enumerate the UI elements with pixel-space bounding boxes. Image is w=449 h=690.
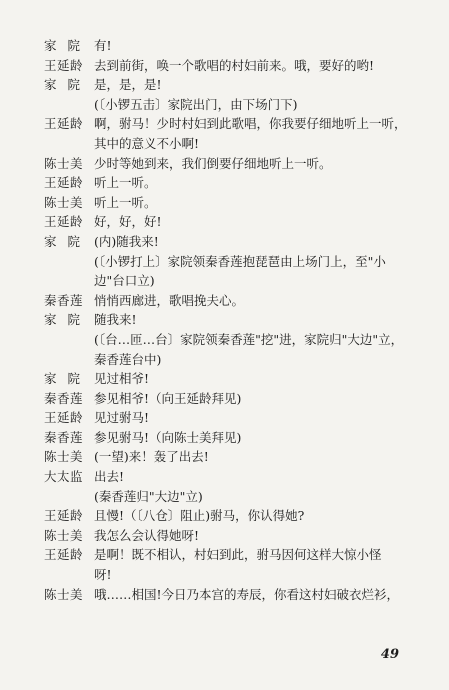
stage-direction-text: (秦香莲归"大边"立) [94, 488, 203, 504]
speech-text: 去到前街，唤一个歌唱的村妇前来。哦，要好的哟! [94, 57, 375, 73]
dialogue-line [44, 447, 421, 467]
speaker-name: 陈士美 [44, 527, 84, 543]
speech-text: 参见驸马!（向陈士美拜见) [94, 429, 242, 445]
speaker-name: 秦香莲 [44, 292, 84, 308]
speech-text: 有! [94, 38, 112, 53]
speech-text: 且慢!（〔八仓〕阻止)驸马，你认得她? [94, 508, 305, 524]
speech-text: 是啊！既不相认，村妇到此，驸马因何这样大惊小怪 呀! [94, 547, 382, 583]
speech-text: 听上一听。 [94, 194, 157, 210]
dialogue-line [44, 408, 421, 428]
dialogue-line [44, 291, 421, 311]
speech-text: 出去! [94, 469, 125, 485]
speaker-name: 王延龄 [44, 214, 84, 230]
speech-text: 随我来! [94, 312, 137, 328]
speech-text: 是，是，是! [94, 77, 162, 93]
speaker-name: 家院 [44, 371, 92, 387]
dialogue-line [44, 585, 421, 605]
speaker-name: 陈士美 [44, 155, 84, 171]
speech-text: (内)随我来! [94, 233, 159, 249]
dialogue-line [44, 114, 421, 153]
dialogue-line [44, 75, 421, 95]
dialogue-line [44, 506, 421, 526]
speaker-name: 家院 [44, 312, 92, 328]
dialogue-line [44, 212, 421, 232]
speech-text: 悄悄西廊进，歌唱挽夫心。 [94, 292, 245, 308]
stage-direction-line [44, 252, 421, 291]
speech-text: 啊，驸马！少时村妇到此歌唱，你我要仔细地听上一听， 其中的意义不小啊! [94, 116, 407, 151]
dialogue-line [44, 232, 421, 252]
speaker-name: 家院 [44, 77, 92, 93]
speaker-name: 家院 [44, 233, 92, 249]
dialogue-line [44, 369, 421, 389]
speaker-name: 秦香莲 [44, 390, 84, 406]
speech-text: 我怎么会认得她呀! [94, 527, 200, 543]
speech-text: 哦……相国!今日乃本宫的寿辰，你看这村妇破衣烂衫， [94, 586, 400, 602]
speech-text: 参见相爷!（向王延龄拜见) [94, 390, 242, 406]
speaker-name: 陈士美 [44, 449, 84, 465]
speaker-name: 陈士美 [44, 194, 84, 210]
dialogue-line [44, 193, 421, 213]
dialogue-line [44, 310, 421, 330]
speaker-name: 秦香莲 [44, 429, 84, 445]
dialogue-line [44, 173, 421, 193]
dialogue-line [44, 545, 421, 584]
speech-text: 见过相爷! [94, 371, 150, 387]
dialogue-line [44, 467, 421, 487]
dialogue-line [44, 389, 421, 409]
speaker-name: 王延龄 [44, 57, 84, 73]
speaker-name: 王延龄 [44, 175, 84, 191]
speaker-name: 王延龄 [44, 116, 84, 132]
speaker-name: 大太监 [44, 469, 84, 485]
speaker-name: 王延龄 [44, 508, 84, 524]
speaker-name: 王延龄 [44, 410, 84, 426]
dialogue-lines [44, 36, 421, 604]
speech-text: 见过驸马! [94, 410, 150, 426]
stage-direction-line [44, 95, 421, 115]
speech-text: 好，好，好! [94, 214, 162, 230]
dialogue-line [44, 56, 421, 76]
stage-direction-text: (〔台…匝…台〕家院领秦香莲"挖"进，家院归"大边"立， 秦香莲台中) [94, 331, 404, 367]
speech-text: 少时等她到来，我们倒要仔细地听上一听。 [94, 155, 332, 171]
dialogue-line [44, 154, 421, 174]
speech-text: 听上一听。 [94, 175, 157, 191]
page-number: 49 [380, 647, 399, 662]
speaker-name: 王延龄 [44, 547, 84, 563]
stage-direction-line [44, 487, 421, 507]
dialogue-line [44, 36, 421, 56]
stage-direction-line [44, 330, 421, 369]
speech-text: (一望)来！轰了出去! [94, 449, 209, 465]
speaker-name: 家院 [44, 38, 92, 53]
dialogue-line [44, 526, 421, 546]
stage-direction-text: (〔小锣五击〕家院出门，由下场门下) [94, 96, 298, 112]
speaker-name: 陈士美 [44, 586, 84, 602]
stage-direction-text: (〔小锣打上〕家院领秦香莲抱琵琶由上场门上，至"小 边"台口立) [94, 253, 386, 289]
dialogue-line [44, 428, 421, 448]
